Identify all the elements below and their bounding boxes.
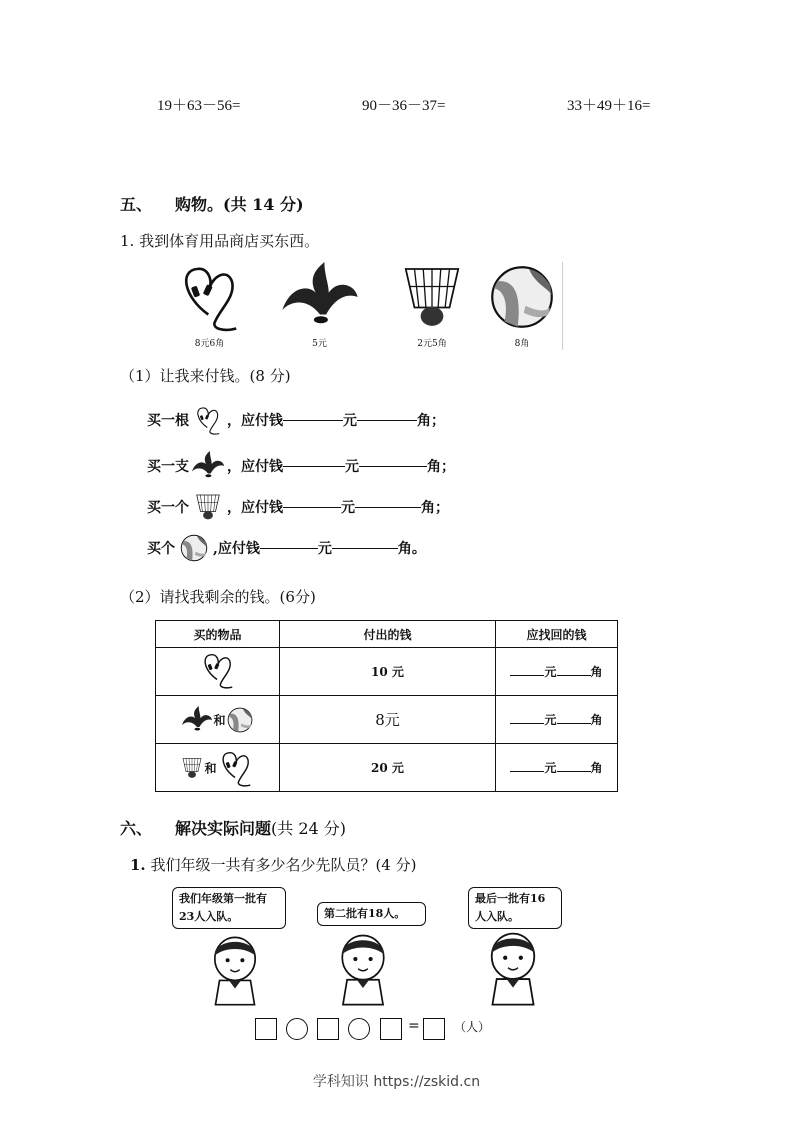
pay-jiao: 角； xyxy=(427,459,455,475)
change-table xyxy=(155,620,618,792)
header-items: 买的物品 xyxy=(156,621,280,648)
boy-student-icon xyxy=(478,928,548,1006)
speech-bubble-1: 我们年级第一批有23人入队。 xyxy=(172,887,286,929)
jump-rope-icon xyxy=(175,262,245,332)
yuan-blank[interactable] xyxy=(283,506,341,508)
expression-2: 90－36－37= xyxy=(362,98,446,114)
pay-row-ball xyxy=(147,532,426,564)
product-price: 8元6角 xyxy=(194,339,225,349)
jiao-blank[interactable] xyxy=(557,770,591,772)
section-6-question-1 xyxy=(130,854,416,875)
and-label: 和 xyxy=(213,713,226,727)
shuttlecock-feather-icon xyxy=(191,451,225,481)
pay-prefix: 买一个 xyxy=(147,500,189,516)
speech-bubble-3: 最后一批有16人入队。 xyxy=(468,887,562,929)
jiao-blank[interactable] xyxy=(357,419,417,421)
equals-sign: = xyxy=(408,1018,420,1034)
pay-mid: ,应付钱 xyxy=(213,541,260,557)
jiao-blank[interactable] xyxy=(557,722,591,724)
jump-rope-icon xyxy=(191,405,225,435)
answer-box[interactable] xyxy=(317,1018,339,1040)
product-jump-rope xyxy=(162,262,257,349)
change-jiao: 角 xyxy=(590,713,603,727)
answer-box[interactable] xyxy=(423,1018,445,1040)
paid-cell: 8元 xyxy=(280,696,496,744)
product-ball xyxy=(482,262,562,349)
yuan-blank[interactable] xyxy=(260,547,318,549)
change-yuan: 元 xyxy=(544,761,557,775)
section-5-question-1: 1. 我到体育用品商店买东西。 xyxy=(120,232,320,250)
table-row xyxy=(156,696,618,744)
badminton-icon xyxy=(191,492,225,522)
part-1-instruction: （1）让我来付钱。(8 分) xyxy=(120,367,291,385)
change-jiao: 角 xyxy=(590,761,603,775)
girl-student-icon xyxy=(328,930,398,1006)
product-price: 5元 xyxy=(312,339,327,349)
paid-cell: 20 元 xyxy=(280,744,496,792)
question-number: 1. xyxy=(130,856,146,874)
change-yuan: 元 xyxy=(544,665,557,679)
section-6-heading xyxy=(175,816,346,839)
pay-prefix: 买个 xyxy=(147,541,175,557)
table-row xyxy=(156,648,618,696)
part-2-instruction: （2）请找我剩余的钱。(6分) xyxy=(120,588,316,606)
operator-circle[interactable] xyxy=(286,1018,308,1040)
ball-icon xyxy=(226,706,254,734)
ball-icon xyxy=(487,262,557,332)
product-shuttlecock xyxy=(272,262,367,349)
items-cell xyxy=(156,744,280,792)
pay-prefix: 买一根 xyxy=(147,413,189,429)
change-cell xyxy=(496,648,618,696)
speech-bubble-2: 第二批有18人。 xyxy=(317,902,426,926)
yuan-blank[interactable] xyxy=(283,465,345,467)
operator-circle[interactable] xyxy=(348,1018,370,1040)
change-yuan: 元 xyxy=(544,713,557,727)
yuan-blank[interactable] xyxy=(283,419,343,421)
unit-label: （人） xyxy=(454,1020,491,1034)
pay-mid: ，应付钱 xyxy=(227,413,283,429)
jump-rope-icon xyxy=(198,651,238,689)
items-cell xyxy=(156,696,280,744)
section-6-number: 六、 xyxy=(120,819,153,838)
product-badminton xyxy=(387,262,477,349)
change-jiao: 角 xyxy=(590,665,603,679)
pay-jiao: 角； xyxy=(421,500,449,516)
product-price: 2元5角 xyxy=(417,339,447,349)
pay-yuan: 元 xyxy=(345,459,359,475)
expression-1: 19＋63－56= xyxy=(157,98,241,114)
table-row xyxy=(156,744,618,792)
badminton-icon xyxy=(397,262,467,332)
question-text: 我们年级一共有多少名少先队员？(4 分) xyxy=(150,856,417,874)
boy-student-icon xyxy=(200,932,270,1006)
expression-3: 33＋49＋16= xyxy=(567,98,651,114)
jiao-blank[interactable] xyxy=(557,674,591,676)
answer-box[interactable] xyxy=(255,1018,277,1040)
ball-icon xyxy=(177,533,211,563)
change-cell xyxy=(496,744,618,792)
pay-row-rope xyxy=(147,404,445,436)
table-header-row xyxy=(156,621,618,648)
pay-row-badminton xyxy=(147,491,449,523)
header-paid: 付出的钱 xyxy=(280,621,496,648)
section-6-title: 解决实际问题 xyxy=(175,819,272,838)
section-5-title: 购物。(共 14 分) xyxy=(175,195,304,214)
yuan-blank[interactable] xyxy=(510,770,544,772)
product-price: 8角 xyxy=(514,339,530,349)
badminton-icon xyxy=(180,756,204,780)
pay-yuan: 元 xyxy=(343,413,357,429)
shuttlecock-feather-icon xyxy=(181,706,213,734)
pay-yuan: 元 xyxy=(341,500,355,516)
yuan-blank[interactable] xyxy=(510,722,544,724)
pay-jiao: 角。 xyxy=(397,541,426,557)
pay-mid: ，应付钱 xyxy=(227,459,283,475)
shuttlecock-feather-icon xyxy=(275,262,365,332)
jiao-blank[interactable] xyxy=(332,547,398,549)
pay-yuan: 元 xyxy=(317,541,332,557)
jiao-blank[interactable] xyxy=(355,506,421,508)
pay-prefix: 买一支 xyxy=(147,459,189,475)
jiao-blank[interactable] xyxy=(359,465,427,467)
and-label: 和 xyxy=(204,761,217,775)
pay-mid: ，应付钱 xyxy=(227,500,283,516)
paid-cell: 10 元 xyxy=(280,648,496,696)
product-strip xyxy=(162,262,563,350)
change-cell xyxy=(496,696,618,744)
pay-row-shuttlecock xyxy=(147,450,455,482)
header-change: 应找回的钱 xyxy=(496,621,618,648)
jump-rope-icon xyxy=(217,749,255,787)
answer-box[interactable] xyxy=(380,1018,402,1040)
section-6-score: (共 24 分) xyxy=(271,819,347,838)
footer-watermark: 学科知识 https://zskid.cn xyxy=(312,1074,481,1090)
section-5-number: 五、 xyxy=(120,195,153,214)
yuan-blank[interactable] xyxy=(510,674,544,676)
pay-jiao: 角； xyxy=(417,413,445,429)
items-cell xyxy=(156,648,280,696)
